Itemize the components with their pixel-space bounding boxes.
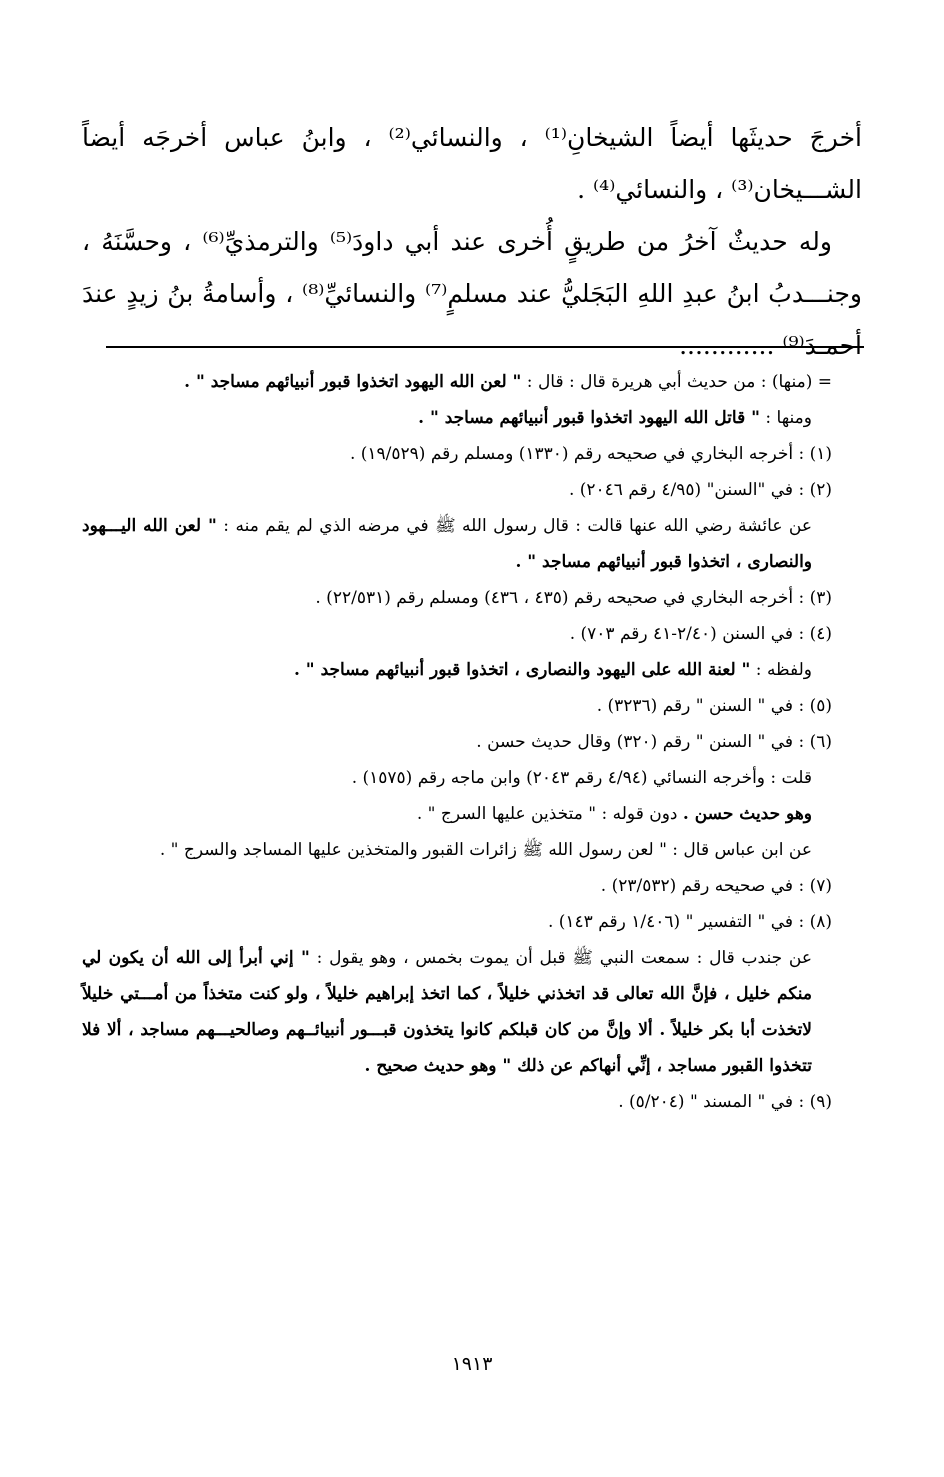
main-paragraph-1: أخرجَ حديثَها أيضاً الشيخانِ⁽¹⁾ ، والنسائي⁽²⁾ ، وابنُ عباس أخرجَه أيضاً الشـــيخان⁽³⁾ ، والنسائي⁽⁴⁾ . [82, 123, 862, 204]
footnote-quote: " إني أبرأ إلى الله أن يكون لي منكم خليل ، فإنَّ الله تعالى قد اتخذني خليلاً ، كما اتخذ إبراهيم خليلاً ، ولو كنت متخذاً من أمـــتي خليلاً لاتخذت أبا بكر خليلاً . ألا وإنَّ من كان قبلكم كانوا يتخذون قبـــور أنبيائــهم وصالحيـــهم مساجد ، ألا فلا تتخذوا القبور مساجد ، إنِّي أنهاكم عن ذلك " وهو حديث صحيح . [82, 948, 812, 1076]
footnote-line-fn-8 [82, 904, 862, 940]
footnote-text: (٢) : في "السنن" (٤/٩٥ رقم ٢٠٤٦) . [568, 480, 832, 500]
footnote-text: (٨) : في " التفسير " (١/٤٠٦ رقم ١٤٣) . [547, 912, 832, 932]
footnote-line-fn-6-c [82, 832, 862, 868]
footnote-text: (٩) : في " المسند " (٥/٢٠٤) . [618, 1092, 832, 1112]
footnote-line-fn-8-text [82, 940, 862, 1084]
footnote-line-fn-3 [82, 580, 862, 616]
footnote-line-cont-1 [82, 364, 862, 400]
footnote-quote: " لعن الله اليهود اتخذوا قبور أنبيائهم مساجد " . [184, 372, 522, 392]
main-text [82, 112, 862, 372]
footnote-line-fn-4 [82, 616, 862, 652]
footnotes [82, 364, 862, 1120]
footnote-line-fn-6-b [82, 796, 862, 832]
footnote-text: (٤) : في السنن (٢/٤٠-٤١ رقم ٧٠٣) . [569, 624, 832, 644]
footnote-text: قلت : وأخرجه النسائي (٤/٩٤ رقم ٢٠٤٣) وابن ماجه رقم (١٥٧٥) . [351, 768, 812, 788]
footnote-quote: " لعنة الله على اليهود والنصارى ، اتخذوا قبور أنبيائهم مساجد " . [293, 660, 751, 680]
footnote-line-fn-9 [82, 1084, 862, 1120]
footnote-line-fn-5 [82, 688, 862, 724]
footnote-text: ومنها : [760, 408, 812, 428]
footnote-line-fn-2 [82, 472, 862, 508]
footnote-text: ولفظه : [750, 660, 812, 680]
footnote-text-tail: دون قوله : " متخذين عليها السرج " . [416, 804, 683, 824]
footnote-text: عن جندب قال : سمعت النبي ﷺ قبل أن يموت بخمس ، وهو يقول : [309, 948, 812, 968]
footnote-divider [106, 346, 864, 348]
footnote-text: (٧) : في صحيحه رقم (٢٣/٥٣٢) . [600, 876, 832, 896]
footnote-line-cont-2 [82, 400, 862, 436]
footnote-line-fn-7 [82, 868, 862, 904]
page-number: ١٩١٣ [451, 1353, 493, 1375]
footnote-line-fn-6 [82, 724, 862, 760]
footnote-line-fn-6-a [82, 760, 862, 796]
footnote-line-fn-2-text [82, 508, 862, 580]
footnote-text: (١) : أخرجه البخاري في صحيحه رقم (١٣٣٠) ومسلم رقم (١٩/٥٢٩) . [349, 444, 832, 464]
footnote-text: (٦) : في " السنن " رقم (٣٢٠) وقال حديث حسن . [476, 732, 832, 752]
footnote-quote: وهو حديث حسن . [682, 804, 812, 824]
footnote-line-fn-1 [82, 436, 862, 472]
main-paragraph-2: وله حديثٌ آخرُ من طريقٍ أُخرى عند أبي داودَ⁽⁵⁾ والترمذيِّ⁽⁶⁾ ، وحسَّنَهُ ، وجنـــدبُ ابنُ عبدِ اللهِ البَجَليُّ عند مسلمٍ⁽⁷⁾ والنسائيِّ⁽⁸⁾ ، وأسامةُ بنُ زيدٍ عندَ أحمـدَ⁽⁹⁾ ............ [82, 227, 862, 360]
footnote-line-fn-4-text [82, 652, 862, 688]
footnote-text: عن ابن عباس قال : " لعن رسول الله ﷺ زائرات القبور والمتخذين عليها المساجد والسرج " . [159, 840, 812, 860]
footnote-text: عن عائشة رضي الله عنها قالت : قال رسول الله ﷺ في مرضه الذي لم يقم منه : [216, 516, 812, 536]
footnote-text: = (منها) : من حديث أبي هريرة قال : قال : [521, 372, 832, 392]
footnote-quote: " قاتل الله اليهود اتخذوا قبور أنبيائهم مساجد " . [418, 408, 760, 428]
footnote-quote: " لعن الله اليـــهود والنصارى ، اتخذوا قبور أنبيائهم مساجد " . [82, 516, 812, 572]
footnote-text: (٥) : في " السنن " رقم (٣٢٣٦) . [596, 696, 832, 716]
footnote-text: (٣) : أخرجه البخاري في صحيحه رقم (٤٣٥ ، ٤٣٦) ومسلم رقم (٢٢/٥٣١) . [315, 588, 832, 608]
